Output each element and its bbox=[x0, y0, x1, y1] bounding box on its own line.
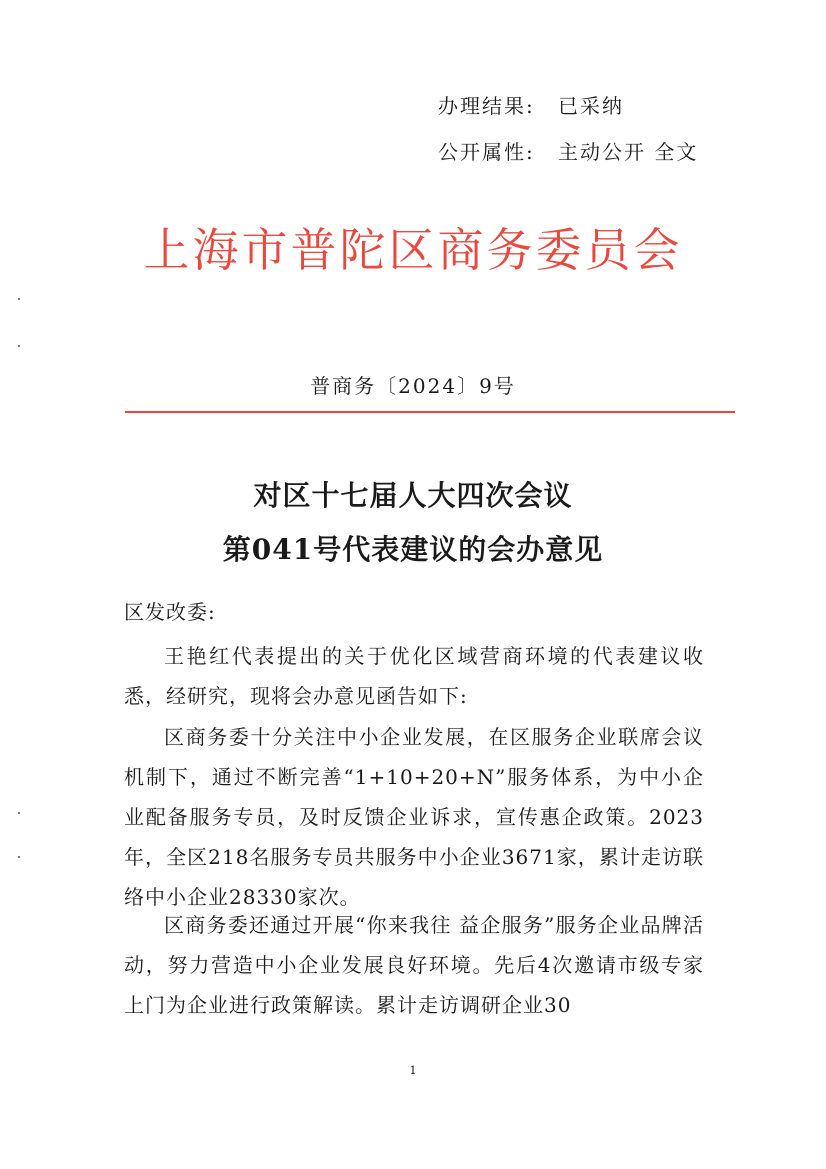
handling-result-value: 已采纳 bbox=[558, 94, 624, 118]
scan-speck bbox=[18, 345, 20, 347]
paragraph-block-1 bbox=[124, 636, 704, 716]
document-title-line-1: 对区十七届人大四次会议 bbox=[253, 479, 573, 512]
scan-speck bbox=[18, 812, 20, 814]
body-paragraph-1: 王艳红代表提出的关于优化区域营商环境的代表建议收悉，经研究，现将会办意见函告如下: bbox=[124, 644, 704, 708]
body-paragraph-3: 区商务委还通过开展“你来我往 益企服务”服务企业品牌活动，努力营造中小企业发展良好环境。先后4次邀请市级专家上门为企业进行政策解读。累计走访调研企业30 bbox=[124, 913, 704, 1017]
page-number: 1 bbox=[409, 1064, 417, 1077]
document-number: 普商务〔2024〕9号 bbox=[310, 374, 516, 398]
paragraph-block-2 bbox=[124, 717, 704, 917]
document-title-line-2: 第041号代表建议的会办意见 bbox=[222, 533, 604, 566]
handling-result-line bbox=[438, 90, 624, 119]
disclosure-attribute-label: 公开属性: bbox=[438, 140, 535, 164]
body-paragraph-2: 区商务委十分关注中小企业发展，在区服务企业联席会议机制下，通过不断完善“1+10+20+N”服务体系，为中小企业配备服务专员，及时反馈企业诉求，宣传惠企政策。2023年，全区218名服务专员共服务中小企业3671家，累计走访联络中小企业28330家次。 bbox=[124, 725, 704, 909]
disclosure-attribute-line bbox=[438, 136, 698, 165]
header-divider bbox=[125, 411, 735, 413]
issuer-header: 上海市普陀区商务委员会 bbox=[143, 223, 683, 277]
addressee-block bbox=[124, 592, 704, 632]
paragraph-block-3 bbox=[124, 905, 704, 1025]
scan-speck bbox=[18, 856, 20, 858]
addressee: 区发改委: bbox=[124, 600, 216, 624]
disclosure-attribute-value: 主动公开 全文 bbox=[558, 140, 699, 164]
handling-result-label: 办理结果: bbox=[438, 94, 535, 118]
scan-speck bbox=[18, 298, 20, 300]
